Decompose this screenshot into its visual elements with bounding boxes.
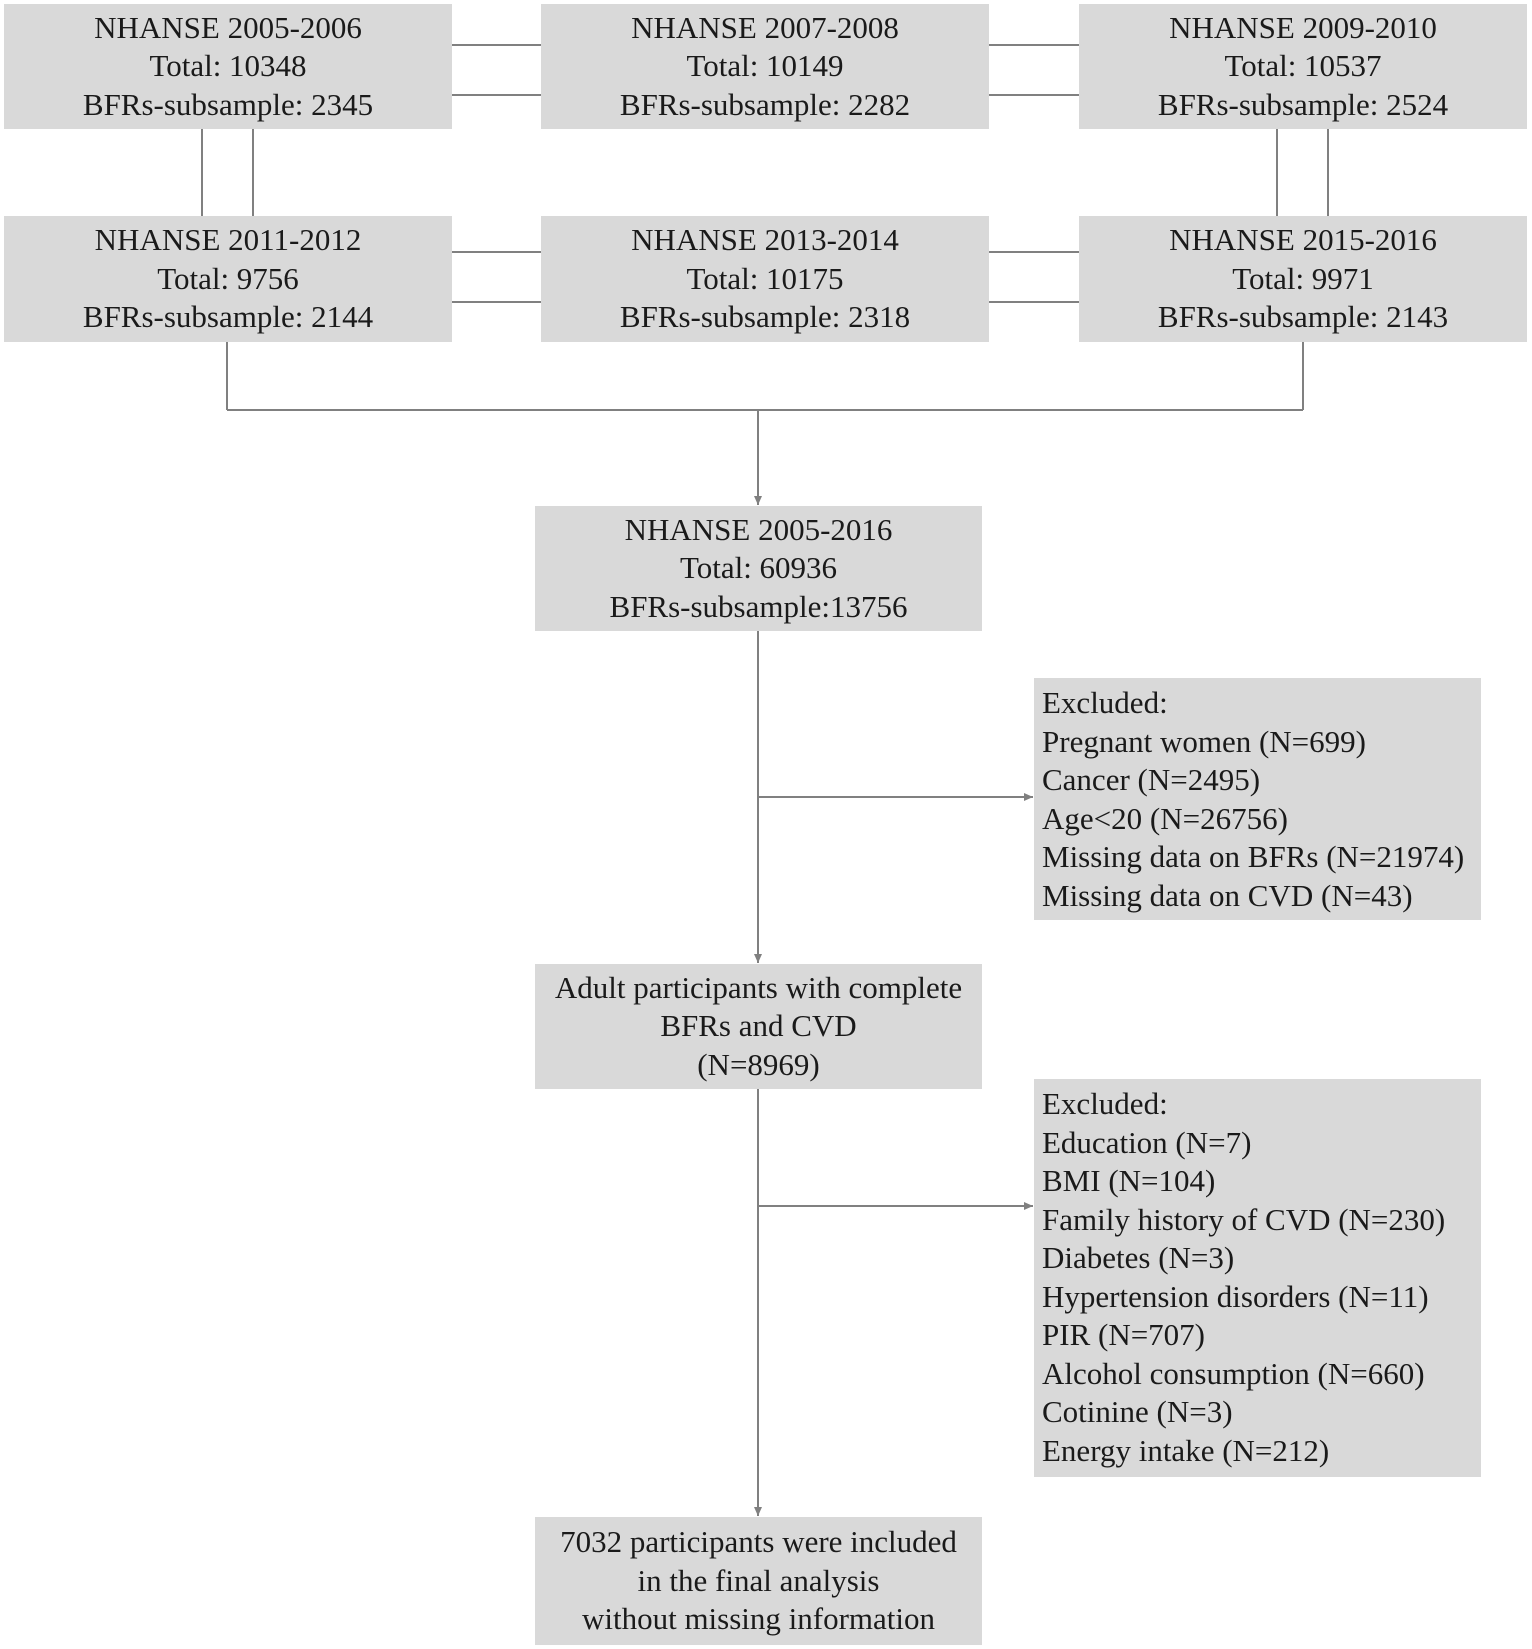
combined-box [535,506,982,631]
final-line: without missing information [581,1601,936,1637]
cycle-title: NHANSE 2007-2008 [631,9,899,45]
adult-participants-box [535,964,982,1089]
adult-line: Adult participants with complete [554,969,963,1005]
cycle-title: NHANSE 2015-2016 [1169,222,1437,258]
adult-line: BFRs and CVD [660,1008,857,1044]
exclusion-item: Energy intake (N=212) [1042,1432,1330,1468]
cycle-total: Total: 10348 [149,48,307,84]
exclusion-item: Missing data on BFRs (N=21974) [1042,839,1465,874]
cycle-total: Total: 10537 [1224,48,1382,84]
final-line: in the final analysis [637,1562,880,1598]
exclusion-box-2 [1034,1079,1481,1477]
cycle-total: Total: 10175 [686,260,844,296]
exclusion-item: Age<20 (N=26756) [1042,800,1288,836]
combined-subsample: BFRs-subsample:13756 [609,588,908,624]
cycle-title: NHANSE 2005-2006 [94,9,362,45]
cycle-subsample: BFRs-subsample: 2318 [619,299,911,335]
exclusion-item: Cancer (N=2495) [1042,762,1261,797]
adult-line: (N=8969) [697,1046,820,1082]
cycle-title: NHANSE 2013-2014 [631,222,899,258]
exclusion-item: PIR (N=707) [1042,1317,1206,1352]
cycle-title: NHANSE 2011-2012 [94,222,362,258]
cycle-subsample: BFRs-subsample: 2144 [82,299,374,335]
exclusion-item: Pregnant women (N=699) [1042,723,1366,759]
cycle-total: Total: 9756 [157,260,299,296]
final-analysis-box [535,1517,982,1645]
final-line: 7032 participants were included [560,1524,957,1560]
cycle-box-2013-2014 [541,216,989,342]
cycle-title: NHANSE 2009-2010 [1169,9,1437,45]
cycle-subsample: BFRs-subsample: 2282 [619,86,911,122]
exclusion-item: Family history of CVD (N=230) [1042,1201,1446,1237]
combined-total: Total: 60936 [679,550,838,586]
cycle-total: Total: 9971 [1232,260,1374,296]
cycle-subsample: BFRs-subsample: 2524 [1157,86,1449,122]
exclusion-box-1 [1034,678,1481,920]
exclusion-item: Hypertension disorders (N=11) [1042,1278,1429,1314]
exclusion-heading: Excluded: [1042,685,1168,720]
cycle-box-2015-2016 [1079,216,1527,342]
cycle-box-2011-2012 [4,216,452,342]
exclusion-item: Diabetes (N=3) [1042,1240,1235,1275]
cycle-subsample: BFRs-subsample: 2345 [82,86,374,122]
exclusion-item: Missing data on CVD (N=43) [1042,877,1413,913]
exclusion-item: BMI (N=104) [1042,1163,1216,1198]
exclusion-item: Education (N=7) [1042,1124,1252,1160]
cycle-box-2005-2006 [4,4,452,129]
cycle-total: Total: 10149 [686,48,844,84]
exclusion-item: Alcohol consumption (N=660) [1042,1355,1425,1391]
combined-title: NHANSE 2005-2016 [624,511,893,547]
cycle-subsample: BFRs-subsample: 2143 [1157,299,1449,335]
exclusion-item: Cotinine (N=3) [1042,1394,1233,1429]
cycle-box-2009-2010 [1079,4,1527,129]
cycle-box-2007-2008 [541,4,989,129]
exclusion-heading: Excluded: [1042,1086,1168,1121]
